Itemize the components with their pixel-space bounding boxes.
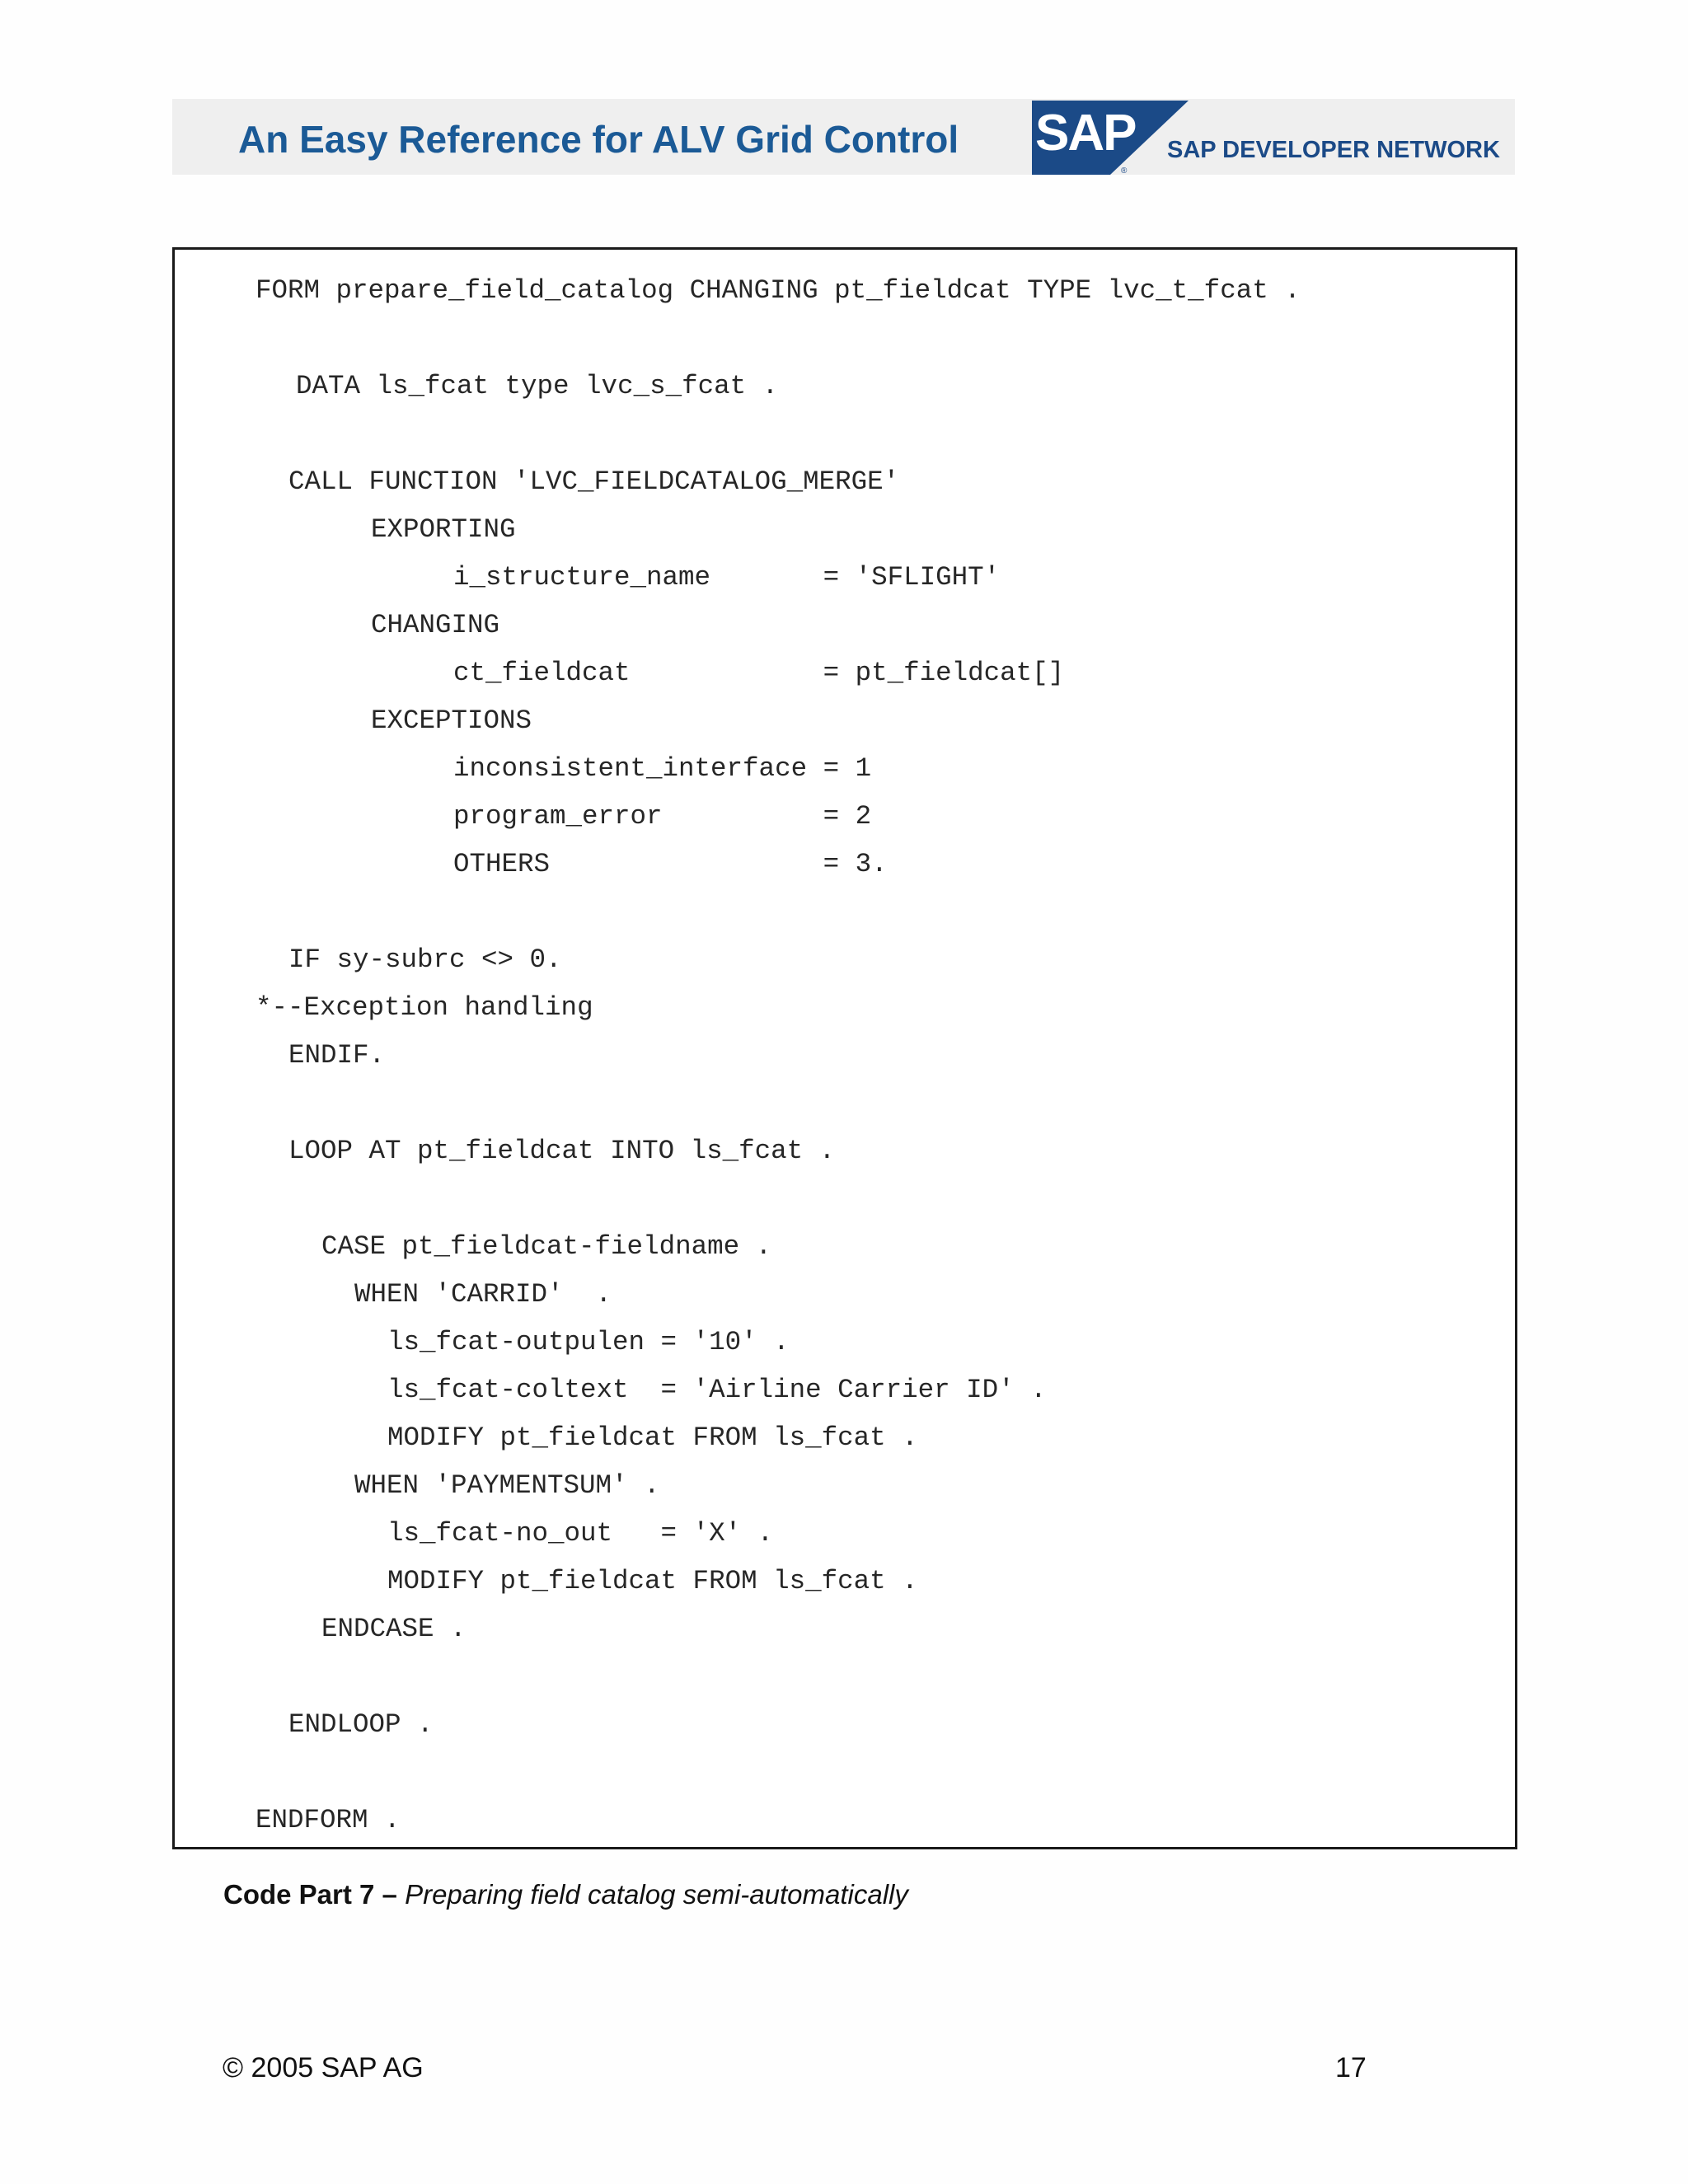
code-line: i_structure_name = 'SFLIGHT' [453,562,1001,593]
code-line: ENDCASE . [321,1614,467,1644]
code-line: *--Exception handling [256,992,593,1023]
code-line: MODIFY pt_fieldcat FROM ls_fcat . [387,1566,918,1596]
code-line: ct_fieldcat = pt_fieldcat[] [453,658,1065,688]
code-line: EXPORTING [371,514,516,545]
caption-label: Code Part 7 – [223,1879,406,1910]
code-line: IF sy-subrc <> 0. [288,944,562,975]
document-title: An Easy Reference for ALV Grid Control [238,118,959,161]
code-line: CALL FUNCTION 'LVC_FIELDCATALOG_MERGE' [288,466,900,497]
code-line: ls_fcat-no_out = 'X' . [387,1518,774,1549]
code-line: MODIFY pt_fieldcat FROM ls_fcat . [387,1422,918,1453]
code-line: CHANGING [371,610,500,640]
developer-network-label: SAP DEVELOPER NETWORK [1167,137,1500,163]
code-line: DATA ls_fcat type lvc_s_fcat . [296,371,779,401]
copyright-notice: © 2005 SAP AG [223,2052,424,2083]
code-line: LOOP AT pt_fieldcat INTO ls_fcat . [288,1136,836,1166]
code-line: OTHERS = 3. [453,849,888,879]
code-line: CASE pt_fieldcat-fieldname . [321,1231,772,1262]
code-line: ENDIF. [288,1040,386,1071]
code-line: ENDFORM . [256,1805,401,1835]
code-line: ls_fcat-outpulen = '10' . [387,1327,790,1357]
sap-logo-text: SAP [1035,105,1136,162]
code-line: inconsistent_interface = 1 [453,753,872,784]
code-line: ls_fcat-coltext = 'Airline Carrier ID' . [387,1375,1047,1405]
code-listing [172,247,1517,1849]
code-line: ENDLOOP . [288,1709,434,1740]
sap-logo [1032,101,1189,175]
code-line: EXCEPTIONS [371,705,532,736]
code-line: program_error = 2 [453,801,872,832]
code-caption [223,1879,908,1910]
page-number: 17 [1335,2052,1367,2083]
code-line: WHEN 'CARRID' . [354,1279,612,1310]
svg-text:®: ® [1121,166,1128,175]
code-line: WHEN 'PAYMENTSUM' . [354,1470,660,1501]
caption-description: Preparing field catalog semi-automatically [405,1879,908,1910]
code-line: FORM prepare_field_catalog CHANGING pt_fieldcat TYPE lvc_t_fcat . [256,275,1301,306]
page-header [172,99,1515,175]
